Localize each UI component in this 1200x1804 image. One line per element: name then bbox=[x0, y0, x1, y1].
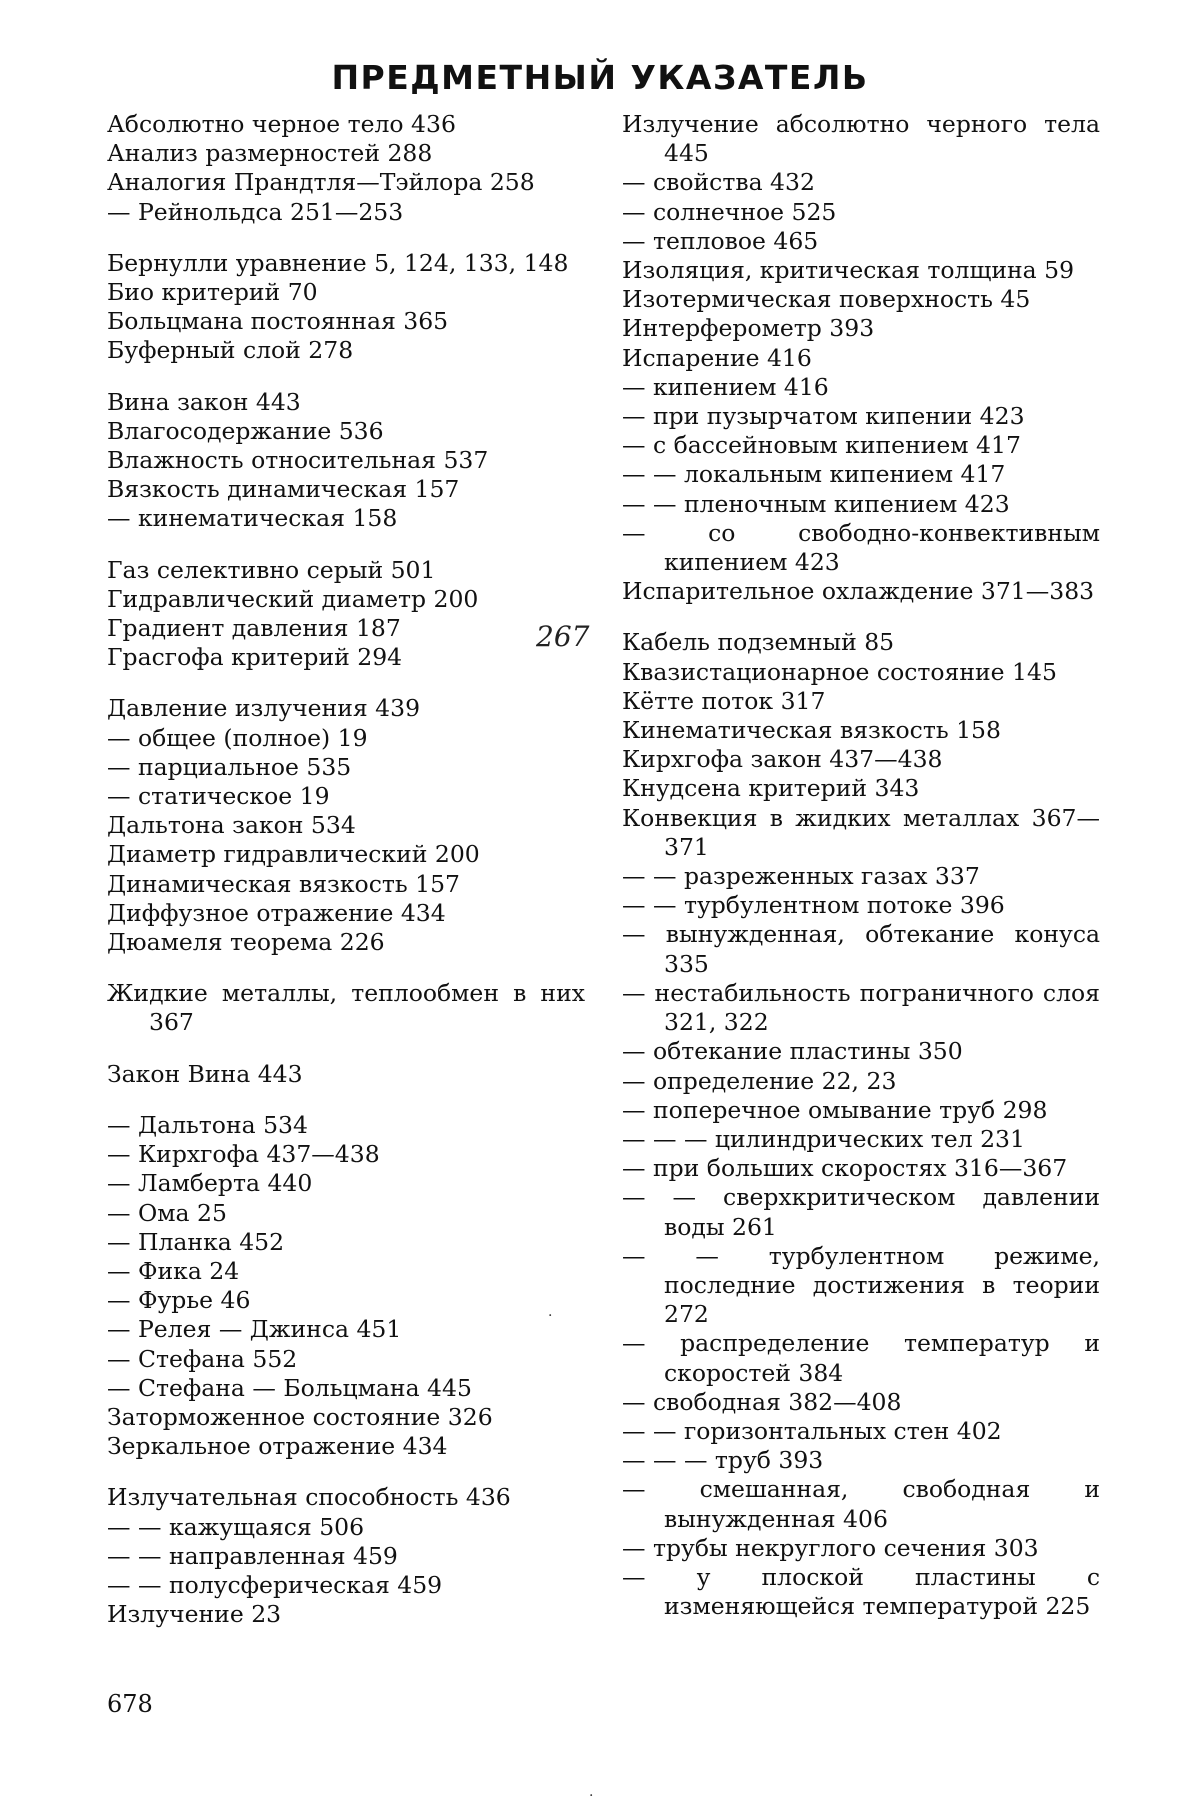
index-entry: — Фурье 46 bbox=[107, 1286, 251, 1315]
index-entry: Квазистационарное состояние 145 bbox=[622, 657, 1057, 686]
index-entry: — — кажущаяся 506 bbox=[107, 1512, 365, 1541]
index-entry: Интерферометр 393 bbox=[622, 314, 875, 343]
index-entry: Зеркальное отражение 434 bbox=[107, 1432, 448, 1461]
index-entry: — Ома 25 bbox=[107, 1198, 227, 1227]
index-entry: Грасгофа критерий 294 bbox=[107, 643, 403, 672]
page-title: ПРЕДМЕТНЫЙ УКАЗАТЕЛЬ bbox=[331, 58, 869, 97]
index-entry: — парциальное 535 bbox=[107, 752, 352, 781]
index-entry: Испарительное охлаждение 371—383 bbox=[622, 577, 1095, 606]
index-entry: — Рейнольдса 251—253 bbox=[107, 197, 404, 226]
index-entry: — определение 22, 23 bbox=[622, 1066, 897, 1095]
index-entry: — общее (полное) 19 bbox=[107, 723, 368, 752]
index-entry: Излучение 23 bbox=[107, 1600, 282, 1629]
index-entry: Влажность относительная 537 bbox=[107, 446, 489, 475]
index-entry: — — направленная 459 bbox=[107, 1541, 398, 1570]
index-entry: — с бассейновым кипением 417 bbox=[622, 431, 1021, 460]
section-gap bbox=[107, 227, 585, 249]
index-entry: — Стефана — Больцмана 445 bbox=[107, 1373, 472, 1402]
index-entry: Излучение абсолютно черного тела 445 bbox=[622, 110, 1100, 168]
index-entry: — Планка 452 bbox=[107, 1227, 285, 1256]
index-entry: Кинематическая вязкость 158 bbox=[622, 716, 1001, 745]
index-entry: — статическое 19 bbox=[107, 782, 330, 811]
index-entry: Влагосодержание 536 bbox=[107, 416, 384, 445]
print-speck: · bbox=[589, 1788, 594, 1804]
index-entry: Давление излучения 439 bbox=[107, 694, 421, 723]
index-entry: Кётте поток 317 bbox=[622, 686, 826, 715]
index-entry: — поперечное омывание труб 298 bbox=[622, 1095, 1048, 1124]
index-entry: Кнудсена критерий 343 bbox=[622, 774, 920, 803]
page-number: 678 bbox=[107, 1690, 153, 1718]
index-entry: — тепловое 465 bbox=[622, 226, 819, 255]
index-entry: — — турбулентном потоке 396 bbox=[622, 891, 1005, 920]
index-entry: — свойства 432 bbox=[622, 168, 815, 197]
index-entry: Био критерий 70 bbox=[107, 278, 318, 307]
index-entry: Дальтона закон 534 bbox=[107, 811, 356, 840]
index-entry: — у плоской пластины с изменяющейся температурой 225 bbox=[622, 1562, 1100, 1621]
index-entry: — при больших скоростях 316—367 bbox=[622, 1154, 1068, 1183]
index-entry: — распределение температур и скоростей 384 bbox=[622, 1329, 1100, 1387]
index-entry: — смешанная, свободная и вынужденная 406 bbox=[622, 1475, 1100, 1533]
index-entry: — — — труб 393 bbox=[622, 1446, 824, 1475]
index-entry: — Релея — Джинса 451 bbox=[107, 1315, 402, 1344]
index-column-left bbox=[107, 110, 585, 1629]
section-gap bbox=[107, 534, 585, 556]
index-entry: — Фика 24 bbox=[107, 1256, 240, 1285]
index-entry: — нестабильность пограничного слоя 321, 322 bbox=[622, 978, 1100, 1037]
index-entry: Кабель подземный 85 bbox=[622, 628, 895, 657]
index-entry: Абсолютно черное тело 436 bbox=[107, 110, 456, 138]
index-entry: — — горизонтальных стен 402 bbox=[622, 1416, 1002, 1445]
section-gap bbox=[107, 957, 585, 979]
index-entry: Вязкость динамическая 157 bbox=[107, 475, 460, 504]
index-entry: — вынужденная, обтекание конуса 335 bbox=[622, 920, 1100, 978]
index-entry: Аналогия Прандтля—Тэйлора 258 bbox=[107, 168, 535, 197]
index-entry: — — турбулентном режиме, последние достижения в теории 272 bbox=[622, 1241, 1100, 1329]
index-entry: Кирхгофа закон 437—438 bbox=[622, 745, 943, 774]
index-entry: Вина закон 443 bbox=[107, 387, 301, 416]
section-gap bbox=[107, 1461, 585, 1483]
index-entry: Изотермическая поверхность 45 bbox=[622, 285, 1031, 314]
index-entry: Конвекция в жидких металлах 367—371 bbox=[622, 803, 1100, 861]
index-entry: — — локальным кипением 417 bbox=[622, 460, 1006, 489]
index-entry: — солнечное 525 bbox=[622, 197, 837, 226]
index-entry: Больцмана постоянная 365 bbox=[107, 307, 449, 336]
print-speck: · bbox=[548, 1308, 553, 1324]
index-entry: Диаметр гидравлический 200 bbox=[107, 840, 480, 869]
index-entry: Диффузное отражение 434 bbox=[107, 898, 446, 927]
index-entry: Гидравлический диаметр 200 bbox=[107, 584, 479, 613]
index-entry: Градиент давления 187 bbox=[107, 614, 401, 643]
index-entry: Жидкие металлы, теплообмен в них 367 bbox=[107, 979, 585, 1037]
index-entry: Изоляция, критическая толщина 59 bbox=[622, 256, 1075, 285]
index-entry: — со свободно-конвективным кипением 423 bbox=[622, 518, 1100, 577]
index-entry: — — — цилиндрических тел 231 bbox=[622, 1124, 1025, 1153]
index-entry: — — полусферическая 459 bbox=[107, 1570, 443, 1599]
section-gap bbox=[107, 1089, 585, 1111]
index-entry: — — сверхкритическом давлении воды 261 bbox=[622, 1183, 1100, 1241]
index-entry: — кинематическая 158 bbox=[107, 504, 398, 533]
index-entry: — Дальтона 534 bbox=[107, 1110, 308, 1139]
index-entry: Динамическая вязкость 157 bbox=[107, 869, 460, 898]
index-entry: Закон Вина 443 bbox=[107, 1059, 303, 1088]
section-gap bbox=[107, 366, 585, 388]
index-entry: — трубы некруглого сечения 303 bbox=[622, 1533, 1039, 1562]
index-entry: Излучательная способность 436 bbox=[107, 1483, 511, 1512]
index-entry: — свободная 382—408 bbox=[622, 1387, 902, 1416]
index-column-right bbox=[622, 110, 1100, 1621]
index-entry: — — пленочным кипением 423 bbox=[622, 489, 1010, 518]
index-entry: — кипением 416 bbox=[622, 372, 829, 401]
index-entry: — Стефана 552 bbox=[107, 1344, 298, 1373]
section-gap bbox=[107, 672, 585, 694]
index-entry: Испарение 416 bbox=[622, 343, 812, 372]
index-entry: Газ селективно серый 501 bbox=[107, 555, 436, 584]
section-gap bbox=[107, 1038, 585, 1060]
index-entry: — — разреженных газах 337 bbox=[622, 862, 980, 891]
index-entry: Бернулли уравнение 5, 124, 133, 148 bbox=[107, 248, 569, 277]
index-entry: — Ламберта 440 bbox=[107, 1169, 313, 1198]
index-entry: Дюамеля теорема 226 bbox=[107, 928, 385, 957]
index-entry: Заторможенное состояние 326 bbox=[107, 1402, 493, 1431]
index-entry: — обтекание пластины 350 bbox=[622, 1037, 963, 1066]
index-entry: — при пузырчатом кипении 423 bbox=[622, 402, 1025, 431]
index-entry: Анализ размерностей 288 bbox=[107, 139, 433, 168]
index-entry: Буферный слой 278 bbox=[107, 336, 354, 365]
index-entry: — Кирхгофа 437—438 bbox=[107, 1140, 380, 1169]
handwritten-note: 267 bbox=[536, 620, 590, 653]
section-gap bbox=[622, 606, 1100, 628]
